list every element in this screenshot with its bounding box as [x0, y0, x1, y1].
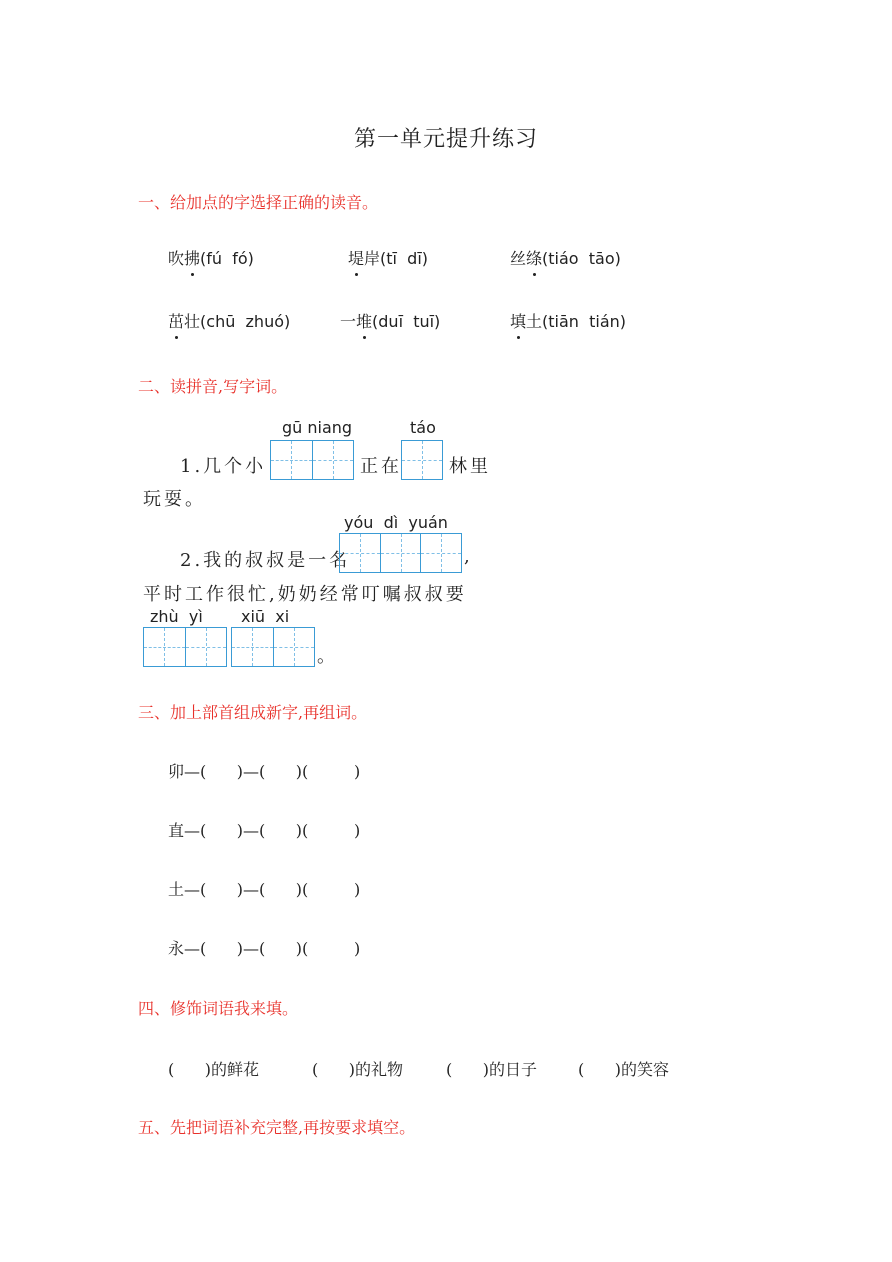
pronunciation-item	[510, 246, 621, 269]
sentence-1-end: 林里	[449, 456, 491, 477]
dotted-char: 填	[510, 309, 526, 332]
sentence-2-start: 2.我的叔叔是一名	[180, 550, 351, 571]
sentence-1-continue: 玩耍。	[143, 489, 206, 510]
pronunciation-item	[510, 309, 626, 332]
modifier-blank[interactable]: ( )的日子	[446, 1060, 538, 1079]
pinyin-xiuxi: xiū xi	[241, 607, 290, 626]
page-title: 第一单元提升练习	[353, 127, 538, 152]
dotted-char: 堤	[348, 246, 364, 269]
writing-box-youdiyuan[interactable]	[339, 533, 462, 573]
section-3-heading: 三、加上部首组成新字,再组词。	[138, 703, 368, 722]
radical-row[interactable]: 卯—( )—( )( )	[168, 762, 361, 781]
pinyin-options: (tiáo tāo)	[542, 249, 621, 268]
item-text: 土	[526, 312, 543, 331]
dotted-char: 茁	[168, 309, 184, 332]
item-text: 壮	[184, 312, 201, 331]
pinyin-zhuyi: zhù yì	[150, 607, 203, 626]
pronunciation-item	[168, 246, 254, 269]
dotted-char: 拂	[184, 246, 200, 269]
item-text: 岸	[364, 249, 381, 268]
modifier-blank[interactable]: ( )的笑容	[578, 1060, 670, 1079]
modifier-blank[interactable]: ( )的礼物	[312, 1060, 404, 1079]
sentence-2-comma: ,	[464, 546, 473, 567]
pinyin-options: (tī dī)	[380, 249, 429, 268]
pinyin-youdiyuan: yóu dì yuán	[344, 513, 448, 532]
radical-row[interactable]: 土—( )—( )( )	[168, 880, 361, 899]
section-1-heading: 一、给加点的字选择正确的读音。	[138, 193, 379, 212]
pinyin-options: (chū zhuó)	[200, 312, 291, 331]
pronunciation-item	[168, 309, 290, 332]
item-text: 丝	[510, 249, 527, 268]
modifier-blank[interactable]: ( )的鲜花	[168, 1060, 260, 1079]
section-5-heading: 五、先把词语补充完整,再按要求填空。	[138, 1118, 416, 1137]
dotted-char: 堆	[356, 309, 372, 332]
sentence-2-end: 。	[317, 646, 338, 667]
pinyin-options: (tiān tián)	[542, 312, 627, 331]
radical-row[interactable]: 直—( )—( )( )	[168, 821, 361, 840]
pinyin-guniang: gū niang	[282, 418, 353, 437]
item-text: 吹	[168, 249, 185, 268]
pronunciation-item	[340, 309, 440, 332]
pinyin-options: (fú fó)	[200, 249, 254, 268]
dotted-char: 绦	[526, 246, 542, 269]
item-text: 一	[340, 312, 357, 331]
writing-box-tao[interactable]	[401, 440, 443, 480]
sentence-1-mid: 正在	[360, 456, 402, 477]
writing-box-zhuyi[interactable]	[143, 627, 227, 667]
sentence-1-start: 1.几个小	[180, 456, 267, 477]
writing-box-xiuxi[interactable]	[231, 627, 315, 667]
pinyin-options: (duī tuī)	[372, 312, 441, 331]
sentence-2-line-2: 平时工作很忙,奶奶经常叮嘱叔叔要	[143, 584, 467, 605]
writing-box-guniang[interactable]	[270, 440, 354, 480]
pronunciation-item	[348, 246, 428, 269]
section-2-heading: 二、读拼音,写字词。	[138, 377, 288, 396]
section-4-heading: 四、修饰词语我来填。	[138, 999, 299, 1018]
pinyin-tao: táo	[410, 418, 436, 437]
radical-row[interactable]: 永—( )—( )( )	[168, 939, 361, 958]
